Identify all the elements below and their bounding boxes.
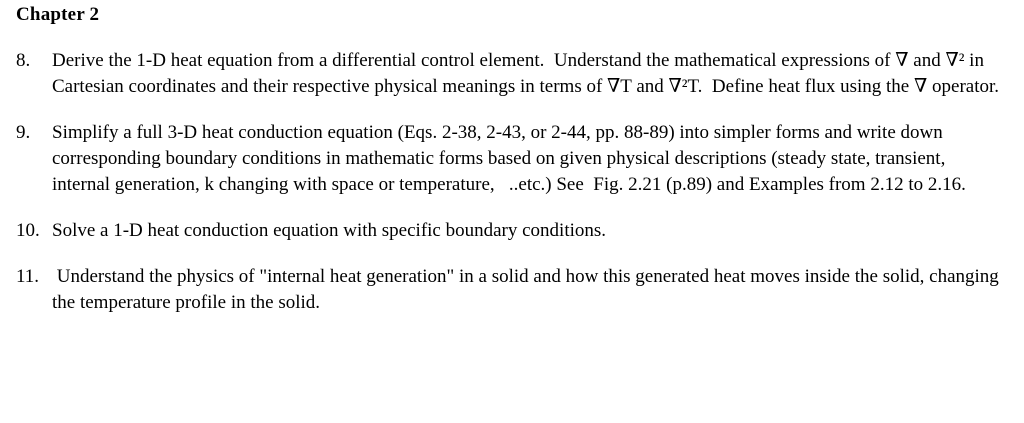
list-item-number: 9. [16, 122, 31, 143]
list-item [16, 120, 1006, 198]
list-item-number: 11. [16, 266, 40, 287]
question-list [16, 48, 1006, 336]
list-item-text: Simplify a full 3-D heat conduction equation (Eqs. 2-38, 2-43, or 2-44, pp. 88-89) into simpler forms and write down corresponding boundary conditions in mathematic forms based on given physical descriptions (steady state, transient, internal generation, k changing with space or temperature, ..etc.) See Fig. 2.21 (p.89) and Examples from 2.12 to 2.16. [52, 122, 966, 195]
list-item-text: Understand the physics of "internal heat generation" in a solid and how this generated heat moves inside the solid, changing the temperature profile in the solid. [52, 266, 1004, 313]
list-item-number: 10. [16, 220, 40, 241]
list-item-number: 8. [16, 50, 31, 71]
list-item-text: Solve a 1-D heat conduction equation with specific boundary conditions. [52, 220, 607, 241]
list-item-text: Derive the 1-D heat equation from a differential control element. Understand the mathematical expressions of ∇ and ∇² in Cartesian coordinates and their respective physical meanings in terms of ∇T and ∇²T. Define heat flux using the ∇ operator. [52, 50, 1000, 97]
page-title: Chapter 2 [16, 4, 100, 25]
list-item [16, 218, 1006, 244]
list-item [16, 48, 1006, 100]
list-item [16, 264, 1006, 316]
